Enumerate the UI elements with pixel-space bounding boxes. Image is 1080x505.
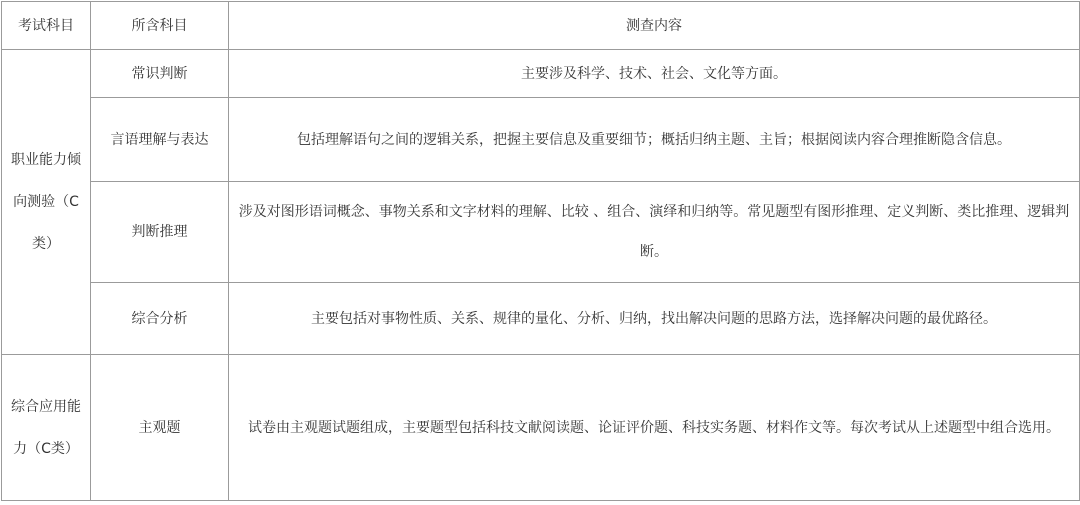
- exam-subjects-table: [1, 1, 1080, 501]
- content-cell: 涉及对图形语词概念、事物关系和文字材料的理解、比较 、组合、演绎和归纳等。常见题型有图形推理、定义判断、类比推理、逻辑判断。: [229, 182, 1080, 283]
- sub-subject-cell: 常识判断: [91, 50, 229, 98]
- table-row: [2, 182, 1080, 283]
- content-cell: 主要包括对事物性质、关系、规律的量化、分析、归纳，找出解决问题的思路方法，选择解决问题的最优路径。: [229, 283, 1080, 355]
- sub-subject-cell: 综合分析: [91, 283, 229, 355]
- header-sub-subjects: 所含科目: [91, 2, 229, 50]
- content-cell: 主要涉及科学、技术、社会、文化等方面。: [229, 50, 1080, 98]
- header-exam-subject: 考试科目: [2, 2, 91, 50]
- header-row: [2, 2, 1080, 50]
- table-row: [2, 355, 1080, 501]
- exam-subject-cell: 职业能力倾向测验（C类）: [2, 50, 91, 355]
- sub-subject-cell: 判断推理: [91, 182, 229, 283]
- table-row: [2, 283, 1080, 355]
- sub-subject-cell: 言语理解与表达: [91, 98, 229, 182]
- content-cell: 包括理解语句之间的逻辑关系，把握主要信息及重要细节；概括归纳主题、主旨；根据阅读内容合理推断隐含信息。: [229, 98, 1080, 182]
- table-row: [2, 50, 1080, 98]
- table-row: [2, 98, 1080, 182]
- content-cell: 试卷由主观题试题组成，主要题型包括科技文献阅读题、论证评价题、科技实务题、材料作文等。每次考试从上述题型中组合选用。: [229, 355, 1080, 501]
- exam-subject-cell: 综合应用能力（C类）: [2, 355, 91, 501]
- header-test-content: 测查内容: [229, 2, 1080, 50]
- sub-subject-cell: 主观题: [91, 355, 229, 501]
